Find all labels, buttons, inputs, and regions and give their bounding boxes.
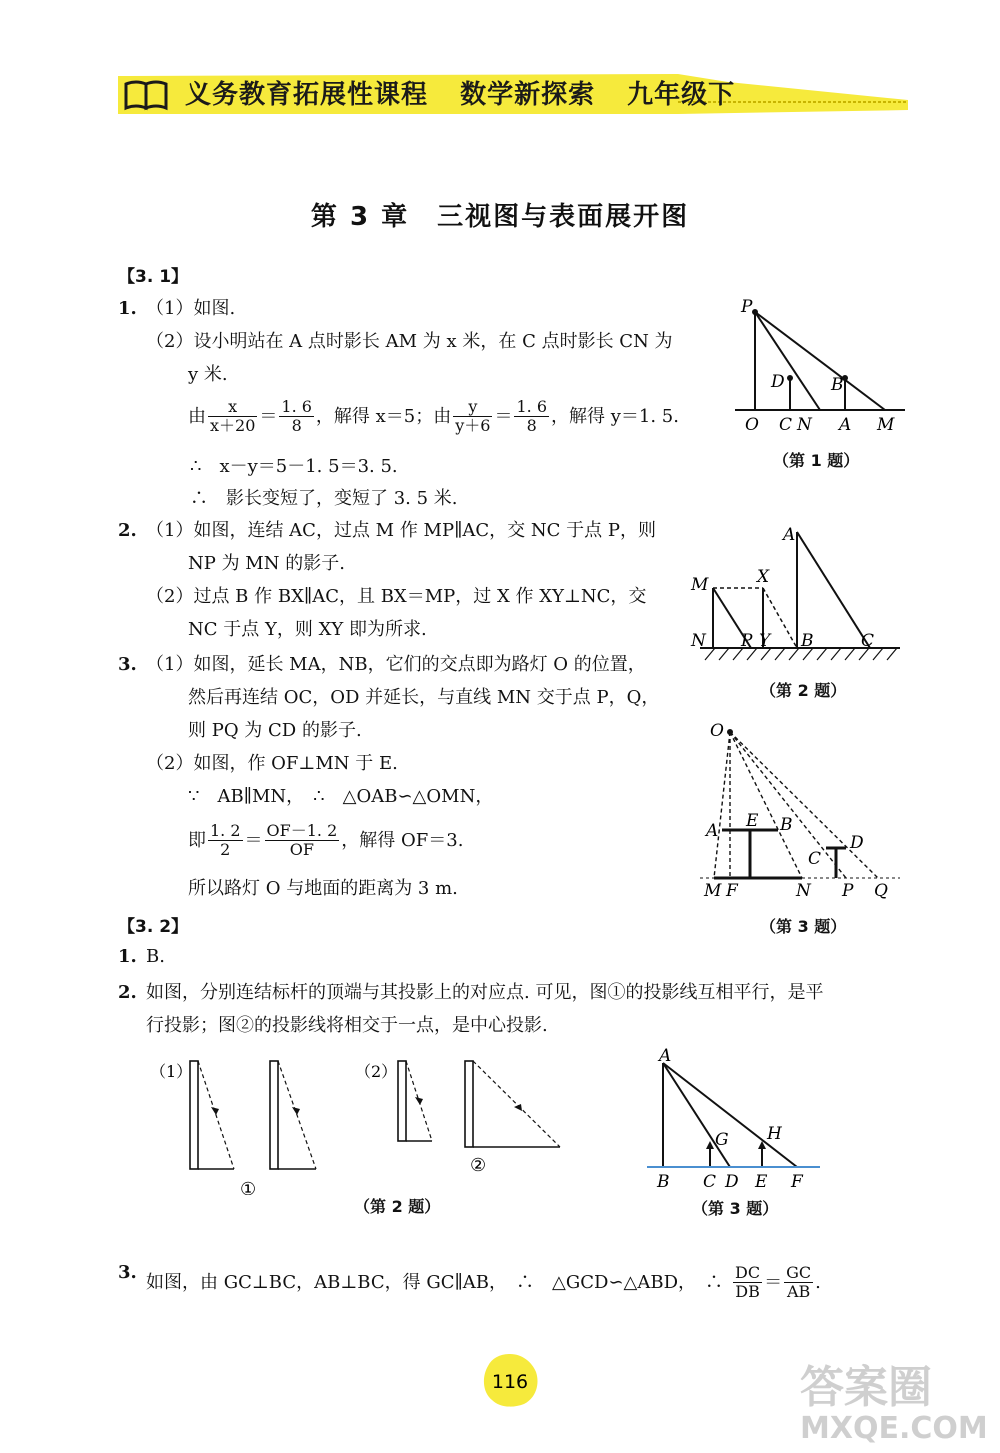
page-number-badge bbox=[480, 1352, 540, 1408]
q1-equations: 由 $\frac{x}{x+20}$ ＝ $\frac{1. 6}{8}$ ，解得 x＝5；由 $\frac{y}{y+6}$ ＝ $\frac{1. 6}{8}$ ，解得 y＝1. 5. bbox=[188, 397, 679, 436]
fig2-label-C: C bbox=[861, 631, 875, 651]
fig1-label-M: M bbox=[877, 415, 895, 435]
q1-part2-line1: （2）设小明站在 A 点时影长 AM 为 x 米，在 C 点时影长 CN 为 bbox=[146, 331, 673, 352]
q3-because: ∵ AB∥MN， ∴ △OAB∽△OMN， bbox=[188, 786, 494, 807]
figure-s2-q2 bbox=[140, 1055, 580, 1195]
header-grade: 九年级下 bbox=[627, 80, 736, 110]
q3-conclusion: 所以路灯 O 与地面的距离为 3 m. bbox=[188, 878, 458, 899]
caption-s2-q2: （第 2 题） bbox=[354, 1197, 441, 1216]
section-3-1-label: 【3. 1】 bbox=[118, 267, 189, 287]
fig2-label-A: A bbox=[783, 525, 796, 545]
fig3-label-D: D bbox=[850, 833, 864, 853]
fig2-label-Y: Y bbox=[759, 631, 771, 651]
fig1-label-P: P bbox=[741, 297, 753, 317]
page-number: 116 bbox=[491, 1371, 529, 1393]
fig3-label-O: O bbox=[710, 721, 724, 741]
fig2-label-M: M bbox=[691, 575, 709, 595]
fig5-label-D: D bbox=[725, 1172, 739, 1192]
fig3-label-P: P bbox=[842, 881, 854, 901]
fig3-label-Q: Q bbox=[874, 881, 888, 901]
header-series: 义务教育拓展性课程 bbox=[185, 80, 429, 110]
fig2-label-X: X bbox=[757, 567, 770, 587]
s2-q2-line2: 行投影；图②的投影线将相交于一点，是中心投影. bbox=[146, 1015, 548, 1036]
fig5-label-E: E bbox=[755, 1172, 768, 1192]
fig5-label-A: A bbox=[659, 1046, 672, 1066]
fig1-label-B: B bbox=[831, 375, 844, 395]
caption-q3: （第 3 题） bbox=[760, 917, 847, 936]
figure-s2-q3 bbox=[645, 1045, 825, 1195]
fig2-label-B: B bbox=[801, 631, 814, 651]
fig-mark-2: ② bbox=[470, 1155, 487, 1176]
fig5-label-B: B bbox=[657, 1172, 670, 1192]
caption-q1: （第 1 题） bbox=[773, 451, 860, 470]
fig5-label-F: F bbox=[791, 1172, 803, 1192]
fig3-label-N: N bbox=[796, 881, 811, 901]
s2-q2-line1: 如图，分别连结标杆的顶端与其投影上的对应点. 可见，图①的投影线互相平行，是平 bbox=[146, 982, 824, 1003]
caption-q2: （第 2 题） bbox=[760, 681, 847, 700]
fig3-label-A: A bbox=[706, 821, 719, 841]
q3-part1-line1: （1）如图，延长 MA，NB，它们的交点即为路灯 O 的位置， bbox=[146, 654, 646, 675]
q3-part1-line3: 则 PQ 为 CD 的影子. bbox=[188, 720, 362, 741]
watermark-top: 答案圈 bbox=[800, 1362, 932, 1413]
q1-part2-line2: y 米. bbox=[188, 364, 228, 385]
fig5-label-H: H bbox=[767, 1124, 782, 1144]
fig3-label-F: F bbox=[726, 881, 738, 901]
section-3-2-label: 【3. 2】 bbox=[118, 917, 189, 937]
q1-part1: （1）如图. bbox=[146, 298, 236, 319]
figure-q1 bbox=[735, 292, 910, 442]
q1-therefore-1: ∴ x－y＝5－1. 5＝3. 5. bbox=[190, 456, 398, 477]
q2-number: 2. bbox=[118, 520, 137, 541]
fig1-label-D: D bbox=[771, 372, 785, 392]
fig3-label-B: B bbox=[780, 815, 793, 835]
q3-part1-line2: 然后再连结 OC，OD 并延长，与直线 MN 交于点 P，Q， bbox=[188, 687, 660, 708]
figure-q2 bbox=[685, 520, 905, 670]
figure-q3 bbox=[700, 718, 910, 903]
fig-label-1: （1） bbox=[150, 1062, 193, 1081]
fig2-label-N: N bbox=[691, 631, 706, 651]
fig3-label-M: M bbox=[704, 881, 722, 901]
fig1-label-N: N bbox=[797, 415, 812, 435]
q2-part2-line2: NC 于点 Y，则 XY 即为所求. bbox=[188, 619, 427, 640]
q2-part1-line1: （1）如图，连结 AC，过点 M 作 MP∥AC，交 NC 于点 P，则 bbox=[146, 520, 656, 541]
chapter-title: 第 3 章 三视图与表面展开图 bbox=[310, 202, 690, 232]
q1-therefore-2: ∴ 影长变短了，变短了 3. 5 米. bbox=[190, 488, 458, 509]
watermark-logo bbox=[780, 1350, 995, 1445]
fig-label-2: （2） bbox=[355, 1062, 398, 1081]
fig3-label-C: C bbox=[808, 849, 822, 869]
s2-q3-number: 3. bbox=[118, 1262, 137, 1283]
q2-part2-line1: （2）过点 B 作 BX∥AC，且 BX＝MP，过 X 作 XY⊥NC，交 bbox=[146, 586, 647, 607]
fig1-label-O: O bbox=[745, 415, 759, 435]
s2-q1-number: 1. bbox=[118, 946, 137, 967]
watermark-url: MXQE.COM bbox=[800, 1411, 988, 1445]
s2-q3-text: 如图，由 GC⊥BC，AB⊥BC，得 GC∥AB， ∴ △GCD∽△ABD， ∴ $\frac{DC}{DB}$ ＝ $\frac{GC}{AB}$ . bbox=[146, 1263, 821, 1302]
caption-s2-q3: （第 3 题） bbox=[692, 1199, 779, 1218]
q3-part2: （2）如图，作 OF⊥MN 于 E. bbox=[146, 753, 398, 774]
s2-q1-answer: B. bbox=[146, 946, 165, 967]
q3-equation: 即 $\frac{1. 2}{2}$ ＝ $\frac{OF-1. 2}{OF}$ ，解得 OF＝3. bbox=[188, 821, 464, 860]
fig-mark-1: ① bbox=[240, 1179, 257, 1195]
fig5-label-G: G bbox=[715, 1130, 729, 1150]
fig3-label-E: E bbox=[746, 811, 759, 831]
q3-number: 3. bbox=[118, 654, 137, 675]
fig1-label-C: C bbox=[779, 415, 793, 435]
s2-q2-number: 2. bbox=[118, 982, 137, 1003]
header-subject: 数学新探索 bbox=[460, 80, 596, 110]
fig1-label-A: A bbox=[839, 415, 852, 435]
header-title bbox=[185, 74, 757, 111]
fig5-label-C: C bbox=[703, 1172, 717, 1192]
q2-part1-line2: NP 为 MN 的影子. bbox=[188, 553, 345, 574]
fig2-label-P: P bbox=[741, 631, 753, 651]
q1-number: 1. bbox=[118, 298, 137, 319]
